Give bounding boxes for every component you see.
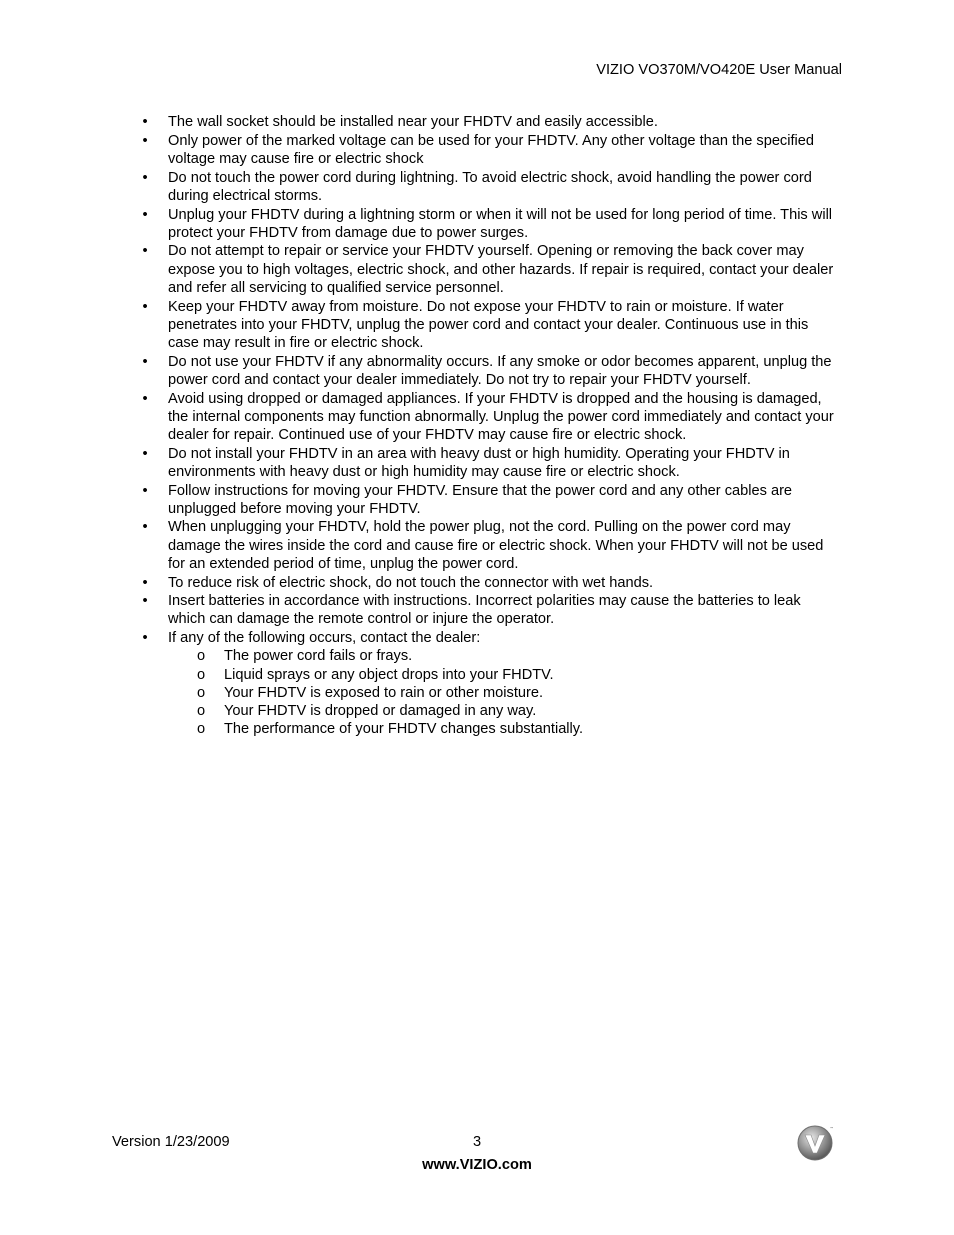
list-item-text: Follow instructions for moving your FHDTV. Ensure that the power cord and any other cables are unplugged before moving your FHDTV. — [168, 482, 793, 517]
page-number: 3 — [472, 1134, 482, 1150]
bullet-icon: • — [142, 132, 148, 149]
sub-list-item — [168, 684, 842, 702]
bullet-icon: • — [142, 593, 148, 610]
list-item-text: Only power of the marked voltage can be used for your FHDTV. Any other voltage than the specified voltage may cause fire or electric shock — [168, 132, 815, 167]
list-item — [140, 242, 842, 297]
vizio-v-logo-icon-svg — [796, 1124, 834, 1162]
circle-bullet-icon: o — [196, 648, 206, 665]
list-item — [140, 592, 842, 628]
circle-bullet-icon: o — [196, 666, 206, 683]
list-item-text: Unplug your FHDTV during a lightning storm or when it will not be used for long period of time. This will protect your FHDTV from damage due to power surges. — [168, 206, 833, 241]
list-item-text: Do not use your FHDTV if any abnormality occurs. If any smoke or odor becomes apparent, unplug the power cord and contact your dealer immediately. Do not try to repair your FHDTV yourself. — [168, 353, 832, 388]
list-item-text: Do not touch the power cord during lightning. To avoid electric shock, avoid handling the power cord during electrical storms. — [168, 169, 812, 204]
bullet-icon: • — [142, 206, 148, 223]
bullet-icon: • — [142, 114, 148, 130]
list-item-text: Do not install your FHDTV in an area with heavy dust or high humidity. Operating your FHDTV in environments with heavy dust or high humidity may cause fire or electric shock. — [168, 445, 790, 480]
list-item-text: The wall socket should be installed near your FHDTV and easily accessible. — [168, 114, 658, 130]
vizio-v-logo-icon — [796, 1124, 834, 1162]
bullet-icon: • — [142, 390, 148, 407]
bullet-list — [140, 113, 842, 738]
sub-list-item-text: Liquid sprays or any object drops into your FHDTV. — [224, 666, 554, 683]
list-item-text: If any of the following occurs, contact the dealer: — [168, 630, 481, 647]
list-item — [140, 445, 842, 481]
list-item-text: When unplugging your FHDTV, hold the power plug, not the cord. Pulling on the power cord may damage the wires inside the cord and cause fire or electric shock. When your FHDTV will not be used for an extended period of time, unplug the power cord. — [168, 519, 824, 572]
list-item — [140, 518, 842, 573]
list-item-text: Do not attempt to repair or service your FHDTV yourself. Opening or removing the back cover may expose you to high voltages, electric shock, and other hazards. If repair is required, contact your dealer and refer all servicing to qualified service personnel. — [168, 243, 834, 296]
sub-list-item — [168, 647, 842, 665]
bullet-icon: • — [142, 169, 148, 186]
bullet-icon: • — [142, 298, 148, 315]
sub-list-item-text: The performance of your FHDTV changes substantially. — [224, 721, 584, 738]
circle-bullet-icon: o — [196, 703, 206, 719]
list-item-text: Insert batteries in accordance with instructions. Incorrect polarities may cause the batteries to leak which can damage the remote control or injure the operator. — [168, 593, 801, 628]
bullet-icon: • — [142, 519, 148, 536]
bullet-icon: • — [142, 630, 148, 647]
sub-list-item-text: Your FHDTV is exposed to rain or other moisture. — [224, 684, 544, 701]
safety-instructions — [140, 113, 842, 739]
list-item — [140, 574, 842, 592]
list-item — [140, 113, 842, 131]
list-item — [140, 629, 842, 738]
bullet-icon: • — [142, 243, 148, 260]
svg-text:™: ™ — [830, 1126, 833, 1130]
sub-list-item-text: Your FHDTV is dropped or damaged in any way. — [224, 703, 537, 719]
bullet-icon: • — [142, 574, 148, 591]
list-item — [140, 206, 842, 242]
sub-list-item — [168, 666, 842, 684]
sub-list-item-text: The power cord fails or frays. — [224, 648, 413, 665]
list-item — [140, 353, 842, 389]
running-header: VIZIO VO370M/VO420E User Manual — [596, 62, 842, 78]
list-item-text: Keep your FHDTV away from moisture. Do not expose your FHDTV to rain or moisture. If water penetrates into your FHDTV, unplug the power cord and contact your dealer. Continuous use in this case may result in fire or electric shock. — [168, 298, 809, 351]
version-label: Version 1/23/2009 — [112, 1134, 230, 1150]
list-item — [140, 390, 842, 445]
circle-bullet-icon: o — [196, 684, 206, 701]
list-item-text: To reduce risk of electric shock, do not touch the connector with wet hands. — [168, 574, 654, 591]
bullet-icon: • — [142, 482, 148, 499]
list-item — [140, 169, 842, 205]
list-item — [140, 482, 842, 518]
sub-bullet-list — [168, 647, 842, 738]
circle-bullet-icon: o — [196, 721, 206, 738]
bullet-icon: • — [142, 445, 148, 462]
website-link: www.VIZIO.com — [422, 1157, 532, 1173]
list-item — [140, 298, 842, 353]
sub-list-item — [168, 702, 842, 720]
list-item — [140, 132, 842, 168]
bullet-icon: • — [142, 353, 148, 370]
list-item-text: Avoid using dropped or damaged appliances. If your FHDTV is dropped and the housing is damaged, the internal components may function abnormally. Unplug the power cord immediately and contact your dealer for repair. Continued use of your FHDTV may cause fire or electric shock. — [168, 390, 834, 443]
sub-list-item — [168, 720, 842, 738]
